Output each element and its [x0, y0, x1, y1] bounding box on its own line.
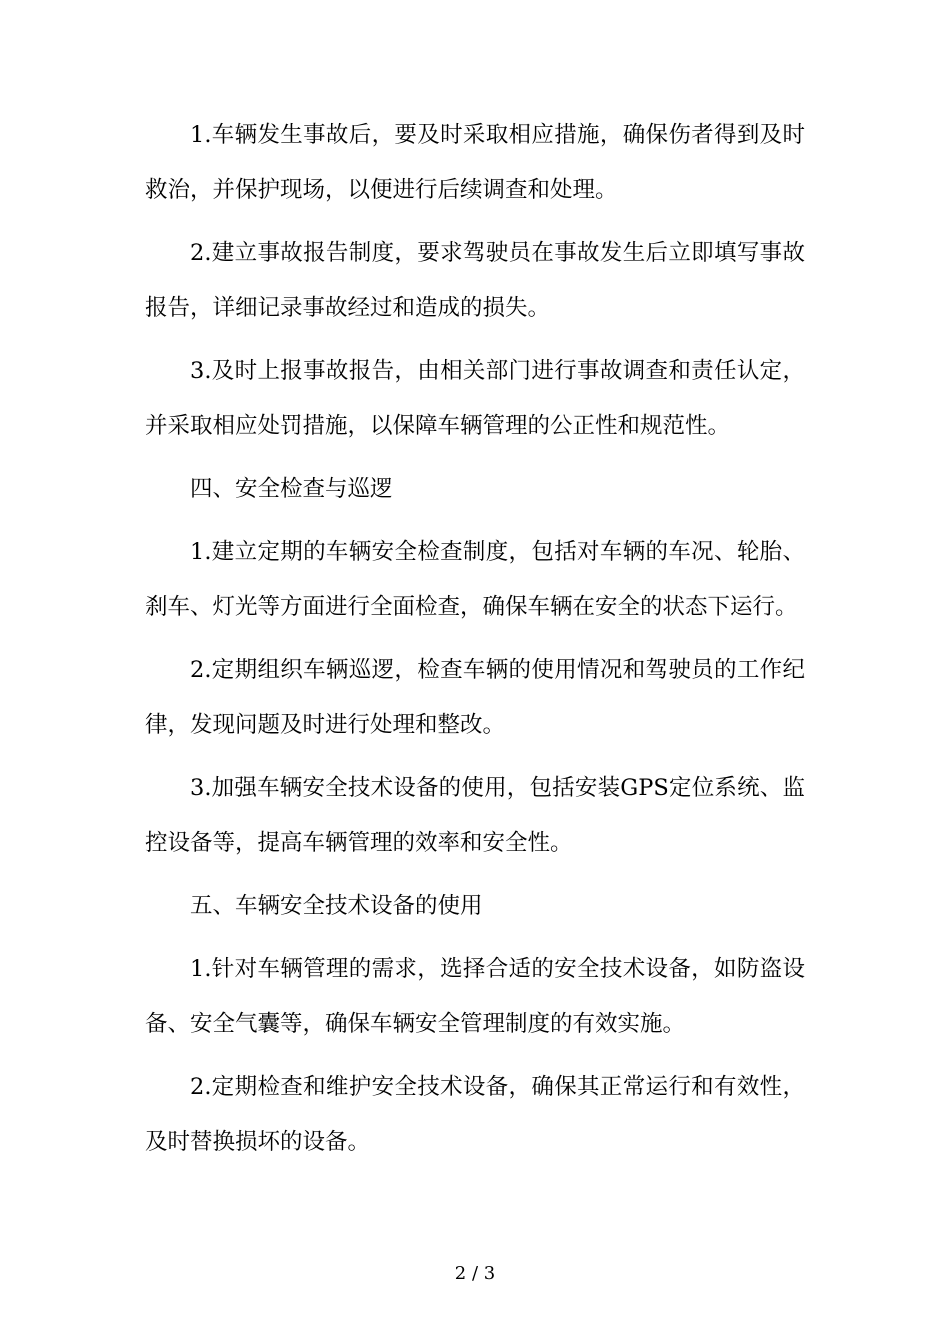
paragraph-inspection-1: 1.建立定期的车辆安全检查制度，包括对车辆的车况、轮胎、刹车、灯光等方面进行全面检查，确保车辆在安全的状态下运行。 — [145, 539, 805, 620]
paragraph-inspection-2: 2.定期组织车辆巡逻，检查车辆的使用情况和驾驶员的工作纪律，发现问题及时进行处理和整改。 — [145, 657, 805, 738]
section-heading-equipment: 五、车辆安全技术设备的使用 — [190, 893, 483, 919]
paragraph-accident-3: 3.及时上报事故报告，由相关部门进行事故调查和责任认定，并采取相应处罚措施，以保障车辆管理的公正性和规范性。 — [145, 358, 805, 439]
paragraph-equipment-2: 2.定期检查和维护安全技术设备，确保其正常运行和有效性，及时替换损坏的设备。 — [145, 1074, 805, 1155]
page-number: 2 / 3 — [454, 1263, 496, 1284]
section-heading-inspection: 四、安全检查与巡逻 — [190, 476, 393, 502]
paragraph-accident-2: 2.建立事故报告制度，要求驾驶员在事故发生后立即填写事故报告，详细记录事故经过和造成的损失。 — [145, 240, 805, 321]
document-body — [145, 108, 805, 1178]
paragraph-accident-1: 1.车辆发生事故后，要及时采取相应措施，确保伤者得到及时救治，并保护现场，以便进行后续调查和处理。 — [145, 122, 805, 203]
paragraph-equipment-1: 1.针对车辆管理的需求，选择合适的安全技术设备，如防盗设备、安全气囊等，确保车辆安全管理制度的有效实施。 — [145, 956, 805, 1037]
paragraph-inspection-3: 3.加强车辆安全技术设备的使用，包括安装GPS定位系统、监控设备等，提高车辆管理的效率和安全性。 — [145, 775, 805, 856]
